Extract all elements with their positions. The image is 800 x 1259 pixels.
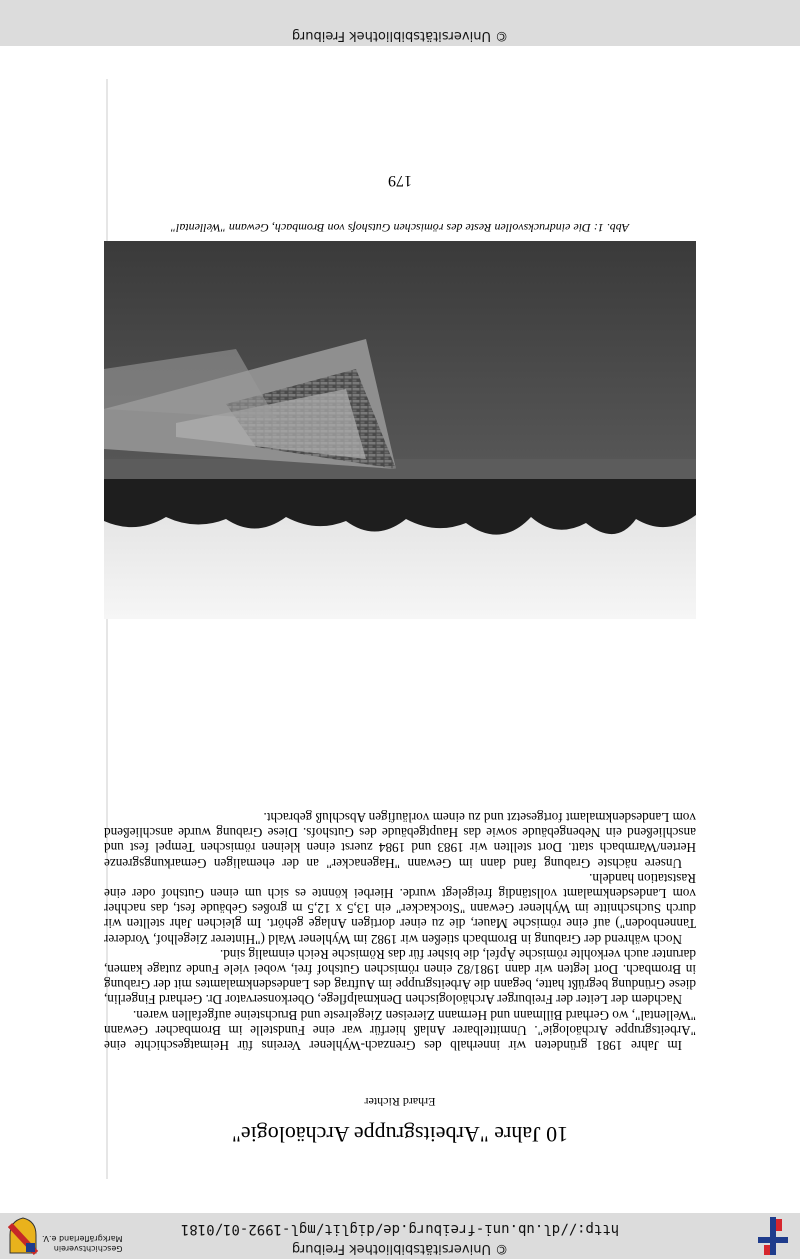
page-number: 179: [388, 172, 412, 189]
paragraph: Unsere nächste Grabung fand dann im Gewann "Hagenacker" an der ehemaligen Gemarkungsgrenze Herten/Warmbach statt. Dort stellten wir 1983 und 1984 zuerst einen kleinen römischen Tempel fest und anschließend ein Nebengebäude sowie das Hauptgebäude des Gutshofs. Diese Grabung wurde anschließend vom Landesdenkmalamt fortgesetzt und zu einem vorläufigen Abschluß gebracht.: [104, 809, 696, 871]
paragraph: Noch während der Grabung in Brombach stießen wir 1982 im Wyhlener Wald ("Hinterer Ziegelhof, Vorderer Tannenboden") auf eine römische Mauer, die zu einer dortigen Anlage gehört. Im gleichen Jahr stellten wir durch Suchschnitte im Wyhlener Gewann "Stockacker" ein 13,5 x 12,5 m großes Gebäude fest, das nachher vom Landesdenkmalamt vollständig freigelegt wurde. Hierbei könnte es sich um einen Gutshof oder eine Raststation handeln.: [104, 870, 696, 947]
library-copyright: © Universitätsbibliothek Freiburg: [291, 1241, 509, 1256]
paragraph: Nachdem der Leiter der Freiburger Archäologischen Denkmalpflege, Oberkonservator Dr. Gerhard Fingerlin, diese Gründung begrüßt hatte, begann die Arbeitsgruppe im Auftrag des Landesdenkmalamtes mit der Grabung in Brombach. Dort legten wir dann 1981/82 einen römischen Gutshof frei, wobei viele Funde zutage kamen, darunter auch verkohlte römische Äpfel, die bisher für das Römische Reich einmalig sind.: [104, 946, 696, 1008]
figure-caption: Abb. 1: Die eindrucksvollen Reste des römischen Gutshofs von Brombach, Gewann "Wellental": [170, 221, 630, 235]
excavation-photo: [104, 241, 696, 619]
article-author: Erhard Richter: [364, 1095, 436, 1109]
society-crest-icon: [8, 1217, 38, 1255]
society-name-line1: Geschichtsverein: [53, 1244, 123, 1253]
article-body: [104, 810, 696, 1053]
top-viewer-bar: [0, 1213, 800, 1259]
society-name: [42, 1233, 123, 1253]
article-title: 10 Jahre "Arbeitsgruppe Archäologie": [231, 1122, 569, 1147]
paragraph: Im Jahre 1981 gründeten wir innerhalb des Grenzach-Wyhlener Vereins für Heimatgeschichte eine "Arbeitsgruppe Archäologie". Unmittelbarer Anlaß hierfür war eine Fundstelle im Brombacher Gewann "Wellental", wo Gerhard Billmann und Hermann Ziereisen Ziegelreste und Bruchsteine aufgefallen waren.: [104, 1007, 696, 1053]
footer-library-copyright: © Universitätsbibliothek Freiburg: [291, 28, 509, 43]
photo-field: [104, 459, 696, 479]
society-name-line2: Markgräflerland e.V.: [42, 1234, 123, 1243]
document-url-link[interactable]: http://dl.ub.uni-freiburg.de/diglit/mgl-1992-01/0181: [180, 1221, 620, 1237]
bottom-viewer-bar: [0, 0, 800, 46]
